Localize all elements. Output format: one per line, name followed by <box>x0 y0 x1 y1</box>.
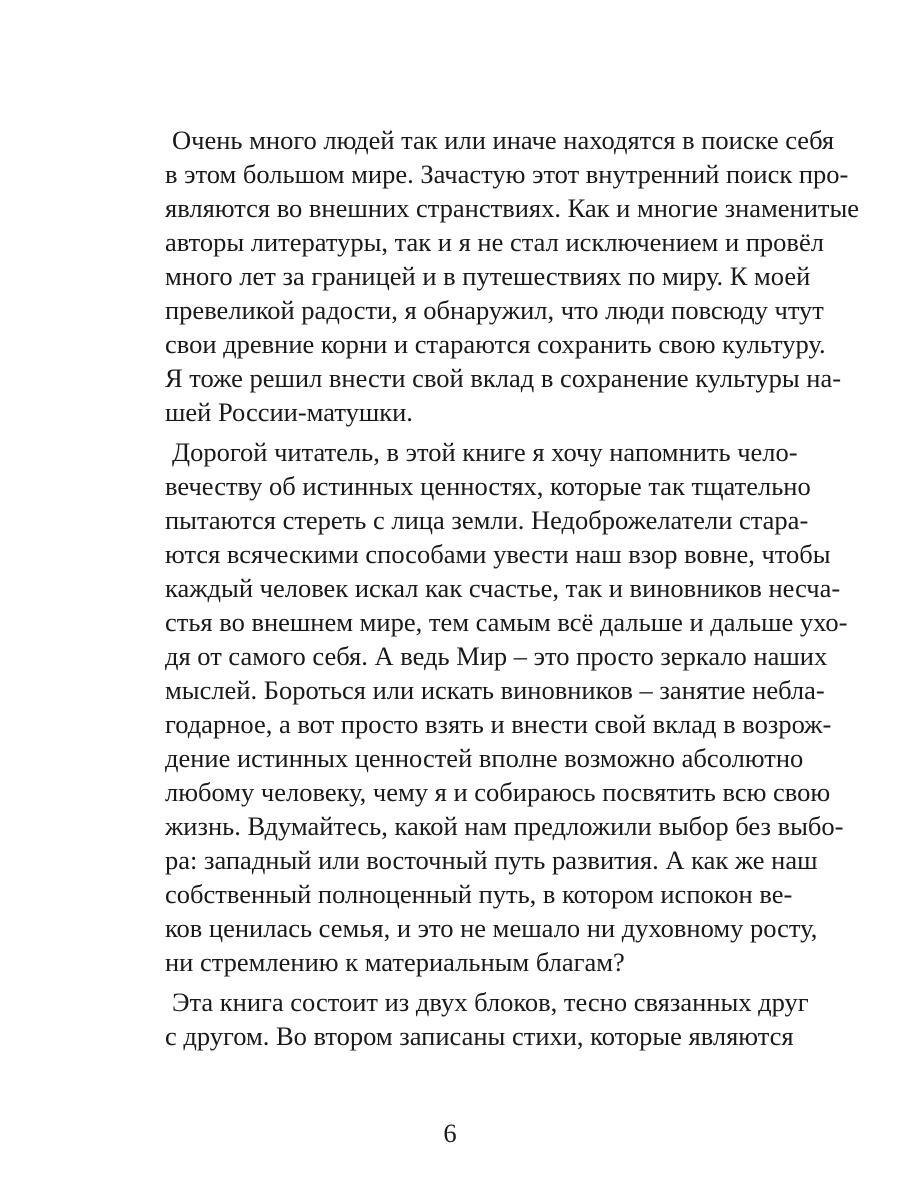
text-line: авторы литературы, так и я не стал исключением и провёл <box>165 227 824 257</box>
text-line: дя от самого себя. А ведь Мир – это просто зеркало наших <box>165 641 828 671</box>
text-line: много лет за границей и в путешествиях по миру. К моей <box>165 261 811 291</box>
text-line: ра: западный или восточный путь развития. А как же наш <box>165 845 818 875</box>
text-line: Очень много людей так или иначе находятся в поиске себя <box>172 125 835 155</box>
text-line: мыслей. Бороться или искать виновников – занятие небла- <box>165 675 825 705</box>
page-number: 6 <box>443 1118 457 1148</box>
text-line: дение истинных ценностей вполне возможно абсолютно <box>165 743 804 773</box>
text-line: ни стремлению к материальным благам? <box>165 947 625 977</box>
text-line: ются всяческими способами увести наш взор вовне, чтобы <box>165 539 831 569</box>
text-line: ков ценилась семья, и это не мешало ни духовному росту, <box>165 913 818 943</box>
text-line: являются во внешних странствиях. Как и многие знаменитые <box>165 193 860 223</box>
text-line: любому человеку, чему я и собираюсь посвятить всю свою <box>165 777 831 807</box>
text-line: Я тоже решил внести свой вклад в сохранение культуры на- <box>165 363 842 393</box>
text-line: с другом. Во втором записаны стихи, которые являются <box>165 1021 794 1051</box>
text-line: свои древние корни и стараются сохранить свою культуру. <box>165 329 826 359</box>
text-line: пытаются стереть с лица земли. Недоброжелатели стара- <box>165 505 809 535</box>
text-line: каждый человек искал как счастье, так и виновников несча- <box>165 573 841 603</box>
text-line: Дорогой читатель, в этой книге я хочу напомнить чело- <box>172 437 798 467</box>
text-line: Эта книга состоит из двух блоков, тесно связанных друг <box>172 987 809 1017</box>
text-line: жизнь. Вдумайтесь, какой нам предложили выбор без выбо- <box>165 811 844 841</box>
text-line: годарное, а вот просто взять и внести свой вклад в возрож- <box>165 709 832 739</box>
text-line: стья во внешнем мире, тем самым всё дальше и дальше ухо- <box>165 607 848 637</box>
text-line: собственный полноценный путь, в котором испокон ве- <box>165 879 793 909</box>
text-line: в этом большом мире. Зачастую этот внутренний поиск про- <box>165 159 849 189</box>
text-line: вечеству об истинных ценностях, которые так тщательно <box>165 471 811 501</box>
text-line: превеликой радости, я обнаружил, что люди повсюду чтут <box>165 295 824 325</box>
text-line: шей России-матушки. <box>165 397 413 427</box>
